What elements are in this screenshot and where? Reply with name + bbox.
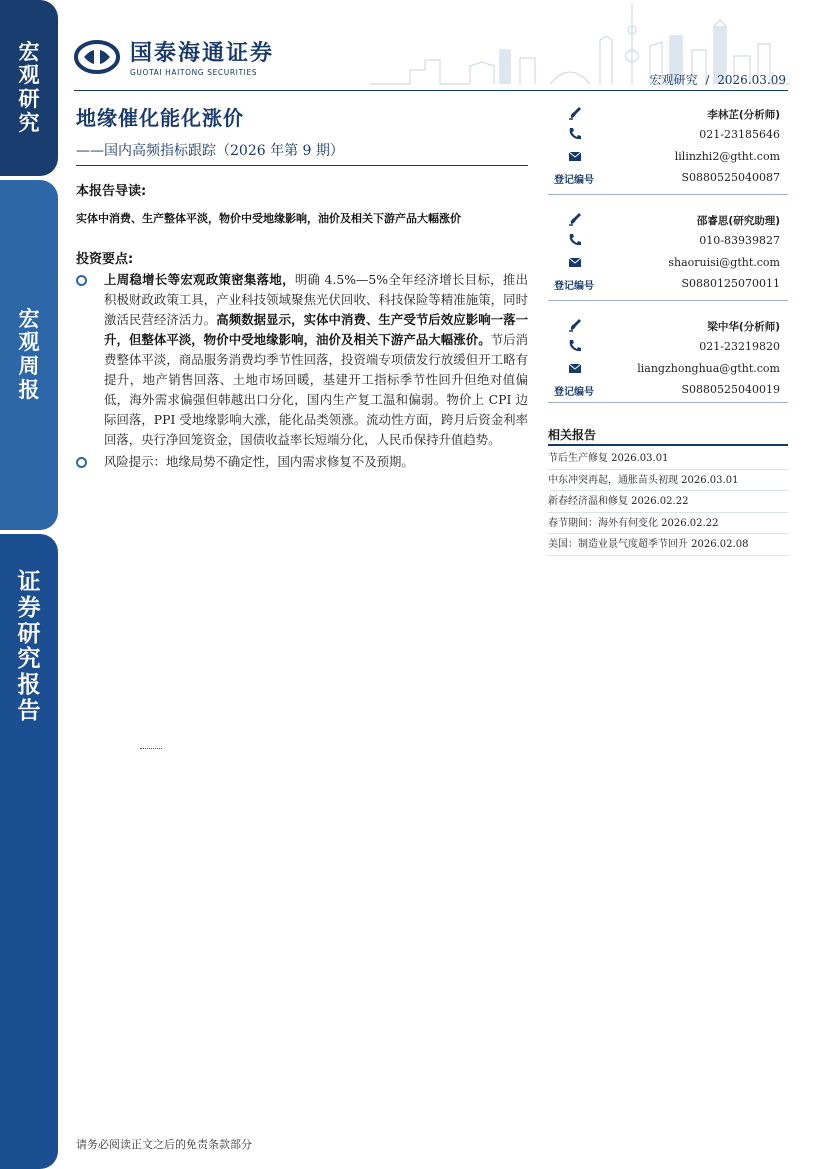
tab-char: 究 (18, 110, 40, 135)
analyst-name: 梁中华(分析师) (707, 321, 780, 333)
analyst-divider (548, 194, 788, 195)
analyst-card (548, 316, 788, 404)
disclaimer-footer: 请务必阅读正文之后的免责条款部分 (76, 1138, 252, 1151)
bullet-icon (76, 457, 87, 468)
stray-mark (140, 748, 162, 750)
pen-icon (568, 318, 582, 332)
point-item (76, 452, 528, 472)
point-bold: 高频数据显示，实体中消费、生产受节后效应影响一落一升，但整体平淡，物价中受地缘影响，油价及相关下游产品大幅涨价。 (104, 312, 529, 347)
report-date: 2026.03.09 (717, 73, 786, 87)
report-subtitle: ——国内高频指标跟踪（2026 年第 9 期） (76, 143, 344, 159)
related-reports-list (548, 448, 788, 556)
phone-icon (568, 127, 582, 141)
pen-icon (568, 106, 582, 120)
tab-char: 究 (17, 646, 41, 673)
header-divider (74, 90, 788, 91)
title-divider (76, 165, 528, 166)
analyst-card (548, 104, 788, 192)
logo-mark-icon (74, 40, 120, 74)
report-category-date (650, 71, 786, 88)
analyst-phone: 021-23219820 (699, 340, 780, 353)
company-logo (74, 36, 274, 77)
tab-char: 宏 (18, 306, 40, 331)
tab-char: 券 (17, 594, 41, 621)
mail-icon (568, 361, 582, 375)
analyst-name: 邵睿思(研究助理) (696, 215, 780, 227)
report-category: 宏观研究 (649, 73, 698, 87)
analyst-name: 李林芷(分析师) (707, 109, 780, 121)
registration-label: 登记编号 (554, 387, 594, 398)
analyst-email[interactable]: liangzhonghua@gtht.com (637, 362, 780, 375)
related-report-link[interactable]: 春节期间：海外有何变化 2026.02.22 (548, 513, 788, 535)
phone-icon (568, 339, 582, 353)
related-reports-heading: 相关报告 (548, 428, 597, 442)
tab-char: 周 (18, 354, 40, 378)
registration-label: 登记编号 (554, 175, 594, 186)
analyst-phone: 010-83939827 (699, 234, 780, 247)
guide-text: 实体中消费、生产整体平淡，物价中受地缘影响，油价及相关下游产品大幅涨价 (76, 212, 461, 225)
analyst-email[interactable]: lilinzhi2@gtht.com (674, 150, 780, 163)
logo-english-name: GUOTAI HAITONG SECURITIES (130, 68, 258, 77)
tab-char: 研 (17, 620, 41, 647)
phone-icon (568, 233, 582, 247)
tab-char: 研 (18, 87, 40, 111)
related-report-link[interactable]: 节后生产修复 2026.03.01 (548, 448, 788, 470)
points-heading: 投资要点: (76, 252, 134, 267)
guide-heading: 本报告导读: (76, 184, 147, 199)
analyst-registration: S0880525040087 (681, 171, 780, 184)
analyst-email[interactable]: shaoruisi@gtht.com (668, 256, 780, 269)
mail-icon (568, 255, 582, 269)
mail-icon (568, 149, 582, 163)
analyst-registration: S0880525040019 (681, 383, 780, 396)
tab-char: 观 (18, 330, 40, 355)
pen-icon (568, 212, 582, 226)
tab-char: 报 (18, 377, 40, 402)
analyst-registration: S0880125070011 (681, 277, 780, 290)
logo-chinese-name: 国泰海通证券 (130, 41, 275, 66)
point-text: 风险提示：地缘局势不确定性，国内需求修复不及预期。 (104, 454, 414, 469)
point-bold: 上周稳增长等宏观政策密集落地， (104, 272, 295, 287)
analyst-divider (548, 402, 788, 403)
related-report-link[interactable]: 新春经济温和修复 2026.02.22 (548, 491, 788, 513)
point-item (76, 270, 528, 450)
analyst-divider (548, 300, 788, 301)
sidebar-tab-macro-weekly (0, 180, 58, 530)
related-report-link[interactable]: 中东冲突再起，通胀苗头初现 2026.03.01 (548, 470, 788, 492)
tab-char: 报 (17, 672, 41, 698)
point-text: 明确 4.5%—5%全年经济增长目标，推出积极财政政策工具，产业科技领域聚焦光伏回收、科技保险等精准施策，同时激活民营经济活力。 (104, 272, 529, 327)
tab-char: 宏 (18, 39, 40, 64)
related-report-link[interactable]: 美国：制造业景气度超季节回升 2026.02.08 (548, 534, 788, 556)
investment-points (76, 270, 528, 474)
tab-char: 证 (17, 569, 41, 595)
meta-separator: / (705, 73, 710, 87)
related-divider (548, 444, 788, 446)
sidebar-tab-securities-report (0, 534, 58, 1169)
analyst-phone: 021-23185646 (699, 128, 780, 141)
bullet-icon (76, 275, 87, 286)
tab-char: 观 (18, 63, 40, 88)
analyst-card (548, 210, 788, 298)
report-title: 地缘催化能化涨价 (76, 106, 244, 130)
tab-char: 告 (17, 697, 41, 724)
point-text: 节后消费整体平淡，商品服务消费均季节性回落，投资端专项债发行放缓但开工略有提升，地产销售回落、土地市场回暖，基建开工指标季节性回升但绝对值偏低，海外需求偏强但韩越出口分化，国内生产复工温和偏弱。物价上 CPI 边际回落，PPI 受地缘影响大涨，能化品类领涨。流动性方面，跨月后资金利率回落，央行净回笼资金，国债收益率长短端分化，人民币保持升值趋势。 (104, 332, 529, 447)
sidebar-tab-macro-research (0, 0, 58, 176)
registration-label: 登记编号 (554, 281, 594, 292)
